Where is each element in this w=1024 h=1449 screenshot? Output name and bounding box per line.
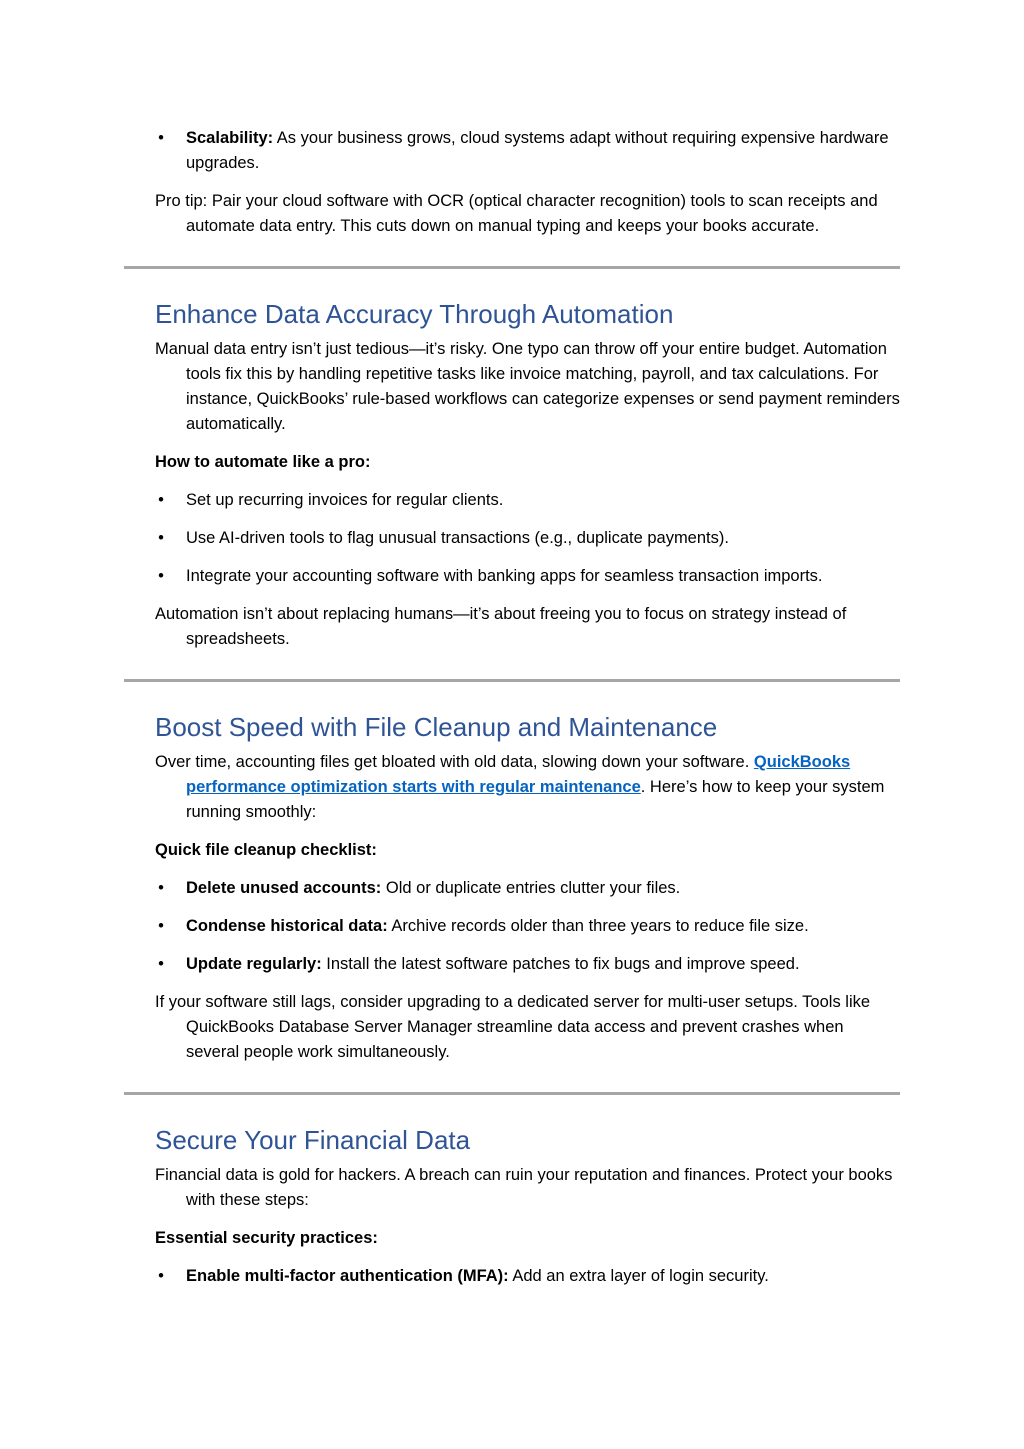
bullet-text: Integrate your accounting software with banking apps for seamless transaction imports. xyxy=(186,567,823,585)
section-heading-automation: Enhance Data Accuracy Through Automation xyxy=(155,299,674,329)
section-divider xyxy=(124,266,900,269)
bullet-term: Delete unused accounts: xyxy=(186,879,382,897)
automation-bullet-list xyxy=(155,488,900,589)
security-body-paragraph: Financial data is gold for hackers. A breach can ruin your reputation and finances. Protect your books with these steps: xyxy=(155,1166,893,1209)
bullet-icon: • xyxy=(158,491,164,509)
list-item xyxy=(155,1264,900,1289)
section-heading-cleanup: Boost Speed with File Cleanup and Maintenance xyxy=(155,712,718,742)
bullet-term: Update regularly: xyxy=(186,955,322,973)
bullet-icon: • xyxy=(158,1267,164,1285)
bullet-term: Enable multi-factor authentication (MFA): xyxy=(186,1267,509,1285)
list-item xyxy=(155,564,900,589)
section-divider xyxy=(124,679,900,682)
quickbooks-optimization-link[interactable]: QuickBooks performance optimization starts with regular maintenance xyxy=(186,753,851,796)
bullet-text: As your business grows, cloud systems adapt without requiring expensive hardware upgrades. xyxy=(186,129,889,172)
list-item xyxy=(155,952,900,977)
bullet-icon: • xyxy=(158,529,164,547)
bullet-text: Archive records older than three years to reduce file size. xyxy=(387,917,809,935)
list-item xyxy=(155,126,900,176)
cleanup-bullet-list xyxy=(155,876,900,977)
bullet-term: Condense historical data: xyxy=(186,917,388,935)
section-heading-security: Secure Your Financial Data xyxy=(155,1125,471,1155)
bullet-icon: • xyxy=(158,567,164,585)
bullet-text: Add an extra layer of login security. xyxy=(508,1267,769,1285)
list-item xyxy=(155,914,900,939)
bullet-text: Set up recurring invoices for regular clients. xyxy=(186,491,504,509)
bullet-icon: • xyxy=(158,129,164,147)
automation-list-label: How to automate like a pro: xyxy=(155,453,371,471)
bullet-icon: • xyxy=(158,879,164,897)
bullet-text: Old or duplicate entries clutter your files. xyxy=(381,879,681,897)
list-item xyxy=(155,488,900,513)
list-item xyxy=(155,526,900,551)
security-bullet-list xyxy=(155,1264,900,1289)
cleanup-closing-paragraph: If your software still lags, consider upgrading to a dedicated server for multi-user setups. Tools like QuickBooks Database Server Manager streamline data access and prevent crashes when several people work simultaneously. xyxy=(155,993,871,1061)
automation-closing-paragraph: Automation isn’t about replacing humans—it’s about freeing you to focus on strategy instead of spreadsheets. xyxy=(155,605,847,648)
bullet-text: Install the latest software patches to fix bugs and improve speed. xyxy=(321,955,800,973)
bullet-term: Scalability: xyxy=(186,129,274,147)
pro-tip-paragraph: Pro tip: Pair your cloud software with OCR (optical character recognition) tools to scan receipts and automate data entry. This cuts down on manual typing and keeps your books accurate. xyxy=(155,192,878,235)
intro-bullet-list xyxy=(155,126,900,176)
bullet-icon: • xyxy=(158,955,164,973)
document-content xyxy=(155,126,900,1302)
automation-body-paragraph: Manual data entry isn’t just tedious—it’s risky. One typo can throw off your entire budget. Automation tools fix this by handling repetitive tasks like invoice matching, payroll, and tax calculations. For instance, QuickBooks’ rule-based workflows can categorize expenses or send payment reminders automatically. xyxy=(155,340,900,433)
section-divider xyxy=(124,1092,900,1095)
security-list-label: Essential security practices: xyxy=(155,1229,378,1247)
cleanup-body-text-after: . Here’s how to keep your system running smoothly: xyxy=(186,778,885,821)
bullet-icon: • xyxy=(158,917,164,935)
bullet-text: Use AI-driven tools to flag unusual transactions (e.g., duplicate payments). xyxy=(186,529,729,547)
list-item xyxy=(155,876,900,901)
cleanup-body-paragraph xyxy=(155,750,900,825)
cleanup-list-label: Quick file cleanup checklist: xyxy=(155,841,377,859)
cleanup-body-text: Over time, accounting files get bloated with old data, slowing down your software. xyxy=(155,753,754,771)
